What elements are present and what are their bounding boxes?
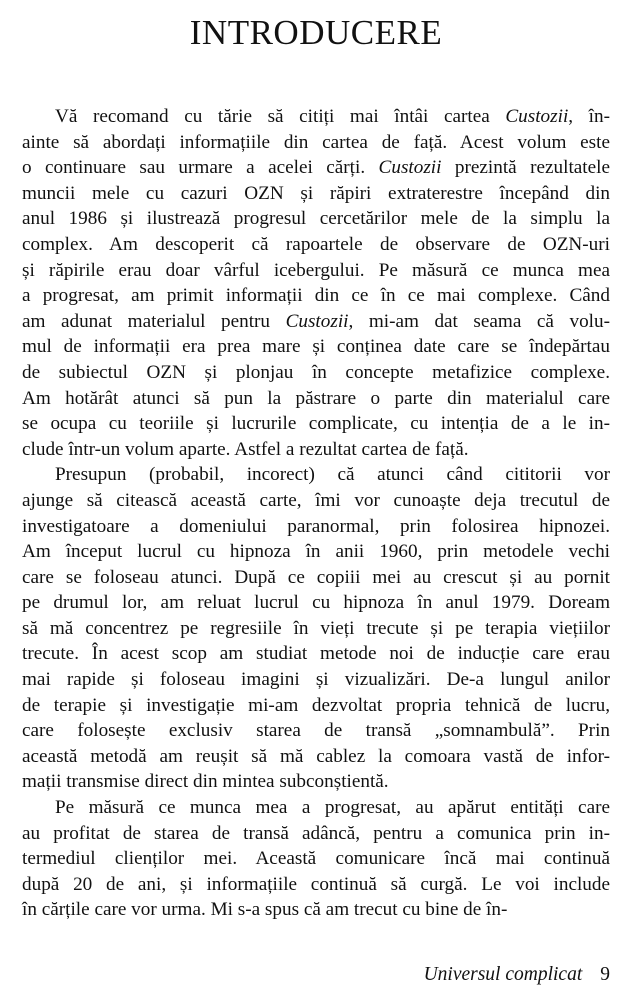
text-segment: mai rapide și foloseau imagini și vizualizări. De-a lungul anilor — [22, 669, 610, 691]
book-title-italic: Custozii — [378, 157, 442, 179]
text-line — [22, 386, 610, 412]
text-line — [22, 821, 610, 847]
text-line — [22, 206, 610, 232]
text-line — [22, 334, 610, 360]
chapter-body — [22, 104, 610, 923]
text-segment: această metodă am reușit să mă cablez la comoara vastă de infor- — [22, 745, 610, 767]
text-segment: investigatoare a domeniului paranormal, prin folosirea hipnozei. — [22, 515, 610, 537]
text-segment: ajunge să citească această carte, îmi vor cunoaște deja trecutul de — [22, 489, 610, 511]
text-segment: termediul clienților mei. Această comunicare încă mai continuă — [22, 848, 610, 870]
text-line — [22, 258, 610, 284]
text-segment: Am început lucrul cu hipnoza în anii 1960, prin metodele vechi — [22, 541, 610, 563]
text-segment: se ocupa cu teoriile și lucrurile complicate, cu intenția de a le in- — [22, 413, 610, 435]
text-segment: Am hotărât atunci să pun la păstrare o parte din materialul care — [22, 387, 610, 409]
text-line — [22, 667, 610, 693]
text-segment: , mi-am dat seama că volu- — [348, 310, 610, 332]
text-line — [22, 565, 610, 591]
text-line — [22, 514, 610, 540]
text-segment: Presupun (probabil, incorect) că atunci când cititorii vor — [55, 464, 610, 486]
text-segment: Vă recomand cu tărie să citiți mai întâi cartea — [55, 106, 506, 127]
text-segment: au profitat de starea de transă adâncă, pentru a comunica prin in- — [22, 822, 610, 844]
text-line — [22, 437, 610, 463]
text-segment: și răpirile erau doar vârful icebergului. Pe măsură ce munca mea — [22, 259, 610, 281]
text-segment: clude într-un volum aparte. Astfel a rezultat cartea de față. — [22, 438, 469, 460]
text-line — [22, 488, 610, 514]
text-line — [22, 718, 610, 744]
text-segment: a progresat, am primit informații din ce în ce mai complexe. Când — [22, 285, 610, 307]
paragraph — [22, 795, 610, 923]
page-footer — [424, 962, 610, 988]
text-line — [22, 590, 610, 616]
text-line — [22, 283, 610, 309]
text-line — [22, 411, 610, 437]
text-segment: prezintă rezultatele — [441, 157, 610, 179]
text-line — [22, 616, 610, 642]
text-line — [22, 744, 610, 770]
text-line — [22, 232, 610, 258]
text-line — [22, 130, 610, 156]
text-line — [22, 846, 610, 872]
text-segment: am adunat materialul pentru — [22, 310, 286, 332]
text-line — [22, 693, 610, 719]
page-number: 9 — [600, 964, 610, 985]
text-line — [22, 769, 610, 795]
text-line — [22, 795, 610, 821]
chapter-title: INTRODUCERE — [189, 13, 443, 52]
text-segment: Pe măsură ce munca mea a progresat, au apărut entități care — [55, 797, 610, 819]
text-segment: anul 1986 și ilustrează progresul cercetărilor mele de la simplu la — [22, 208, 610, 230]
text-line — [22, 539, 610, 565]
text-segment: , în- — [568, 106, 610, 127]
text-segment: după 20 de ani, și informațiile continuă să curgă. Le voi include — [22, 873, 610, 895]
text-segment: care folosește exclusiv starea de transă „somnambulă”. Prin — [22, 720, 610, 742]
paragraph — [22, 104, 610, 462]
running-title: Universul complicat — [423, 964, 583, 985]
text-segment: mații transmise direct din mintea subconștientă. — [22, 771, 389, 793]
text-line — [22, 309, 610, 335]
text-segment: de subiectul OZN și plonjau în concepte metafizice complexe. — [22, 361, 610, 383]
text-line — [22, 872, 610, 898]
text-segment: ainte să abordați informațiile din cartea de față. Acest volum este — [22, 131, 610, 153]
text-segment: muncii mele cu cazuri OZN și răpiri extraterestre începând din — [22, 182, 610, 204]
text-segment: complex. Am descoperit că rapoartele de observare de OZN-uri — [22, 233, 610, 255]
text-line — [22, 181, 610, 207]
text-line — [22, 104, 610, 130]
text-segment: care se foloseau atunci. După ce copiii mei au crescut și au pornit — [22, 566, 610, 588]
text-segment: trecute. În acest scop am studiat metode noi de inducție care erau — [22, 643, 610, 665]
text-segment: mul de informații era prea mare și conținea date care se îndepărtau — [22, 336, 610, 358]
text-line — [22, 897, 610, 923]
text-line — [22, 360, 610, 386]
text-line — [22, 462, 610, 488]
text-segment: în cărțile care vor urma. Mi s-a spus că am trecut cu bine de în- — [22, 899, 508, 921]
text-line — [22, 641, 610, 667]
text-segment: să mă concentrez pe regresiile în vieți trecute și pe terapia viețiilor — [22, 617, 610, 639]
paragraph — [22, 462, 610, 795]
text-segment: de terapie și investigație mi-am dezvoltat propria tehnică de lucru, — [22, 694, 610, 716]
book-title-italic: Custozii — [285, 310, 349, 332]
book-title-italic: Custozii — [505, 106, 569, 127]
text-segment: o continuare sau urmare a acelei cărți. — [22, 157, 379, 179]
text-line — [22, 155, 610, 181]
text-segment: pe drumul lor, am reluat lucrul cu hipnoza în anul 1979. Doream — [22, 592, 610, 614]
